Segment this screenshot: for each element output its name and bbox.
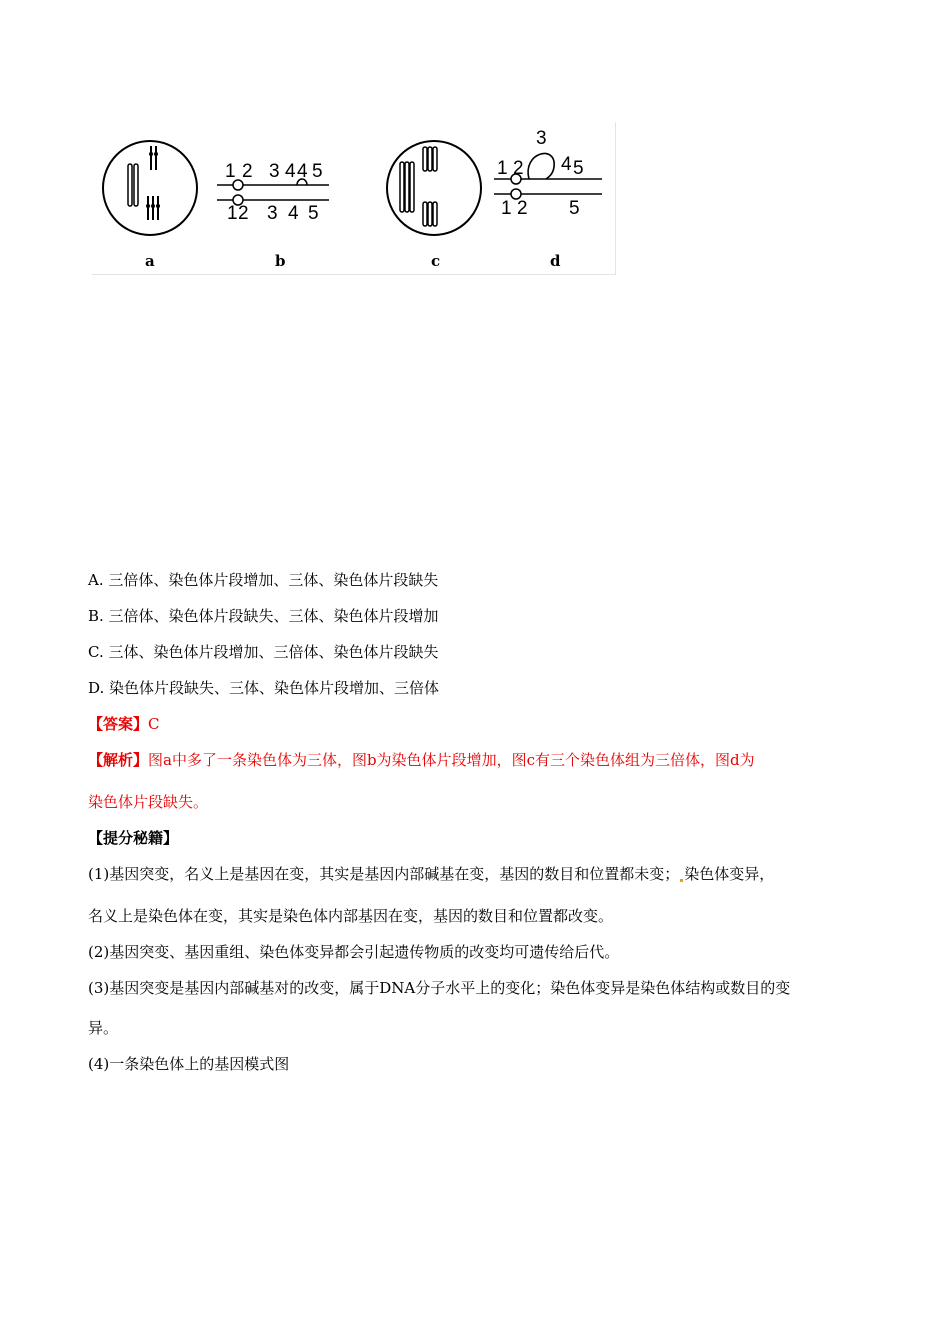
- b-bottom-number: 2: [238, 203, 249, 224]
- figure-svg: [92, 122, 615, 274]
- d-top-number: 5: [573, 158, 584, 179]
- answer-value: C: [148, 715, 160, 733]
- b-bottom-number: 3: [267, 203, 278, 224]
- option-d: D. 染色体片段缺失、三体、染色体片段增加、三倍体: [88, 679, 440, 697]
- analysis-line-2: 染色体片段缺失。: [88, 793, 209, 811]
- b-bottom-number: 5: [308, 203, 319, 224]
- option-b: B. 三倍体、染色体片段缺失、三体、染色体片段增加: [88, 607, 439, 625]
- d-bottom-number: 2: [517, 198, 528, 219]
- panel-d-diagram: [494, 128, 602, 219]
- panel-label-d: d: [550, 252, 561, 270]
- tips-heading: 【提分秘籍】: [88, 829, 179, 847]
- analysis-text: 图a中多了一条染色体为三体，图b为染色体片段增加，图c有三个染色体组为三倍体，图d为: [148, 751, 755, 769]
- b-top-number: 1: [225, 161, 236, 182]
- d-top-number: 1: [497, 158, 508, 179]
- d-bottom-number: 1: [501, 198, 512, 219]
- comment-marker-icon: [680, 879, 683, 882]
- b-bottom-number: 4: [288, 203, 299, 224]
- panel-label-b: b: [275, 252, 286, 270]
- tips-paragraph-3-line-1: (3)基因突变是基因内部碱基对的改变，属于DNA分子水平上的变化；染色体变异是染色体结构或数目的变: [88, 979, 791, 997]
- panel-b-diagram: [217, 161, 329, 224]
- analysis-line-1: [88, 750, 755, 770]
- b-top-number: 3: [269, 161, 280, 182]
- panel-label-c: c: [431, 252, 441, 270]
- b-top-number: 4: [297, 161, 308, 182]
- b-bottom-number: 1: [227, 203, 238, 224]
- d-top-number: 3: [536, 128, 547, 149]
- analysis-label: 【解析】: [88, 751, 149, 769]
- option-c: C. 三体、染色体片段增加、三倍体、染色体片段缺失: [88, 643, 439, 661]
- tips-paragraph-1-line-1: [88, 864, 774, 884]
- tips-paragraph-4: (4)一条染色体上的基因模式图: [88, 1055, 290, 1073]
- option-a: A. 三倍体、染色体片段增加、三体、染色体片段缺失: [88, 571, 439, 589]
- panel-c-cell: [387, 141, 481, 235]
- d-top-number: 2: [513, 158, 524, 179]
- d-bottom-number: 5: [569, 198, 580, 219]
- answer-line: [88, 714, 160, 734]
- panel-label-a: a: [145, 252, 155, 270]
- answer-label: 【答案】: [88, 715, 149, 733]
- tips-paragraph-3-line-2: 异。: [88, 1019, 119, 1037]
- tips-paragraph-1-line-2: 名义上是染色体在变，其实是染色体内部基因在变，基因的数目和位置都改变。: [88, 907, 614, 925]
- d-top-number: 4: [561, 154, 572, 175]
- tips-p1-text-b: 染色体变异，: [684, 865, 775, 883]
- b-top-number: 5: [312, 161, 323, 182]
- tips-p1-text-a: (1)基因突变，名义上是基因在变，其实是基因内部碱基在变，基因的数目和位置都未变；: [88, 865, 680, 883]
- panel-a-cell: [103, 141, 197, 235]
- b-top-number: 2: [242, 161, 253, 182]
- tips-paragraph-2: (2)基因突变、基因重组、染色体变异都会引起遗传物质的改变均可遗传给后代。: [88, 943, 620, 961]
- chromosome-variation-figure: [92, 122, 616, 275]
- b-top-number: 4: [285, 161, 296, 182]
